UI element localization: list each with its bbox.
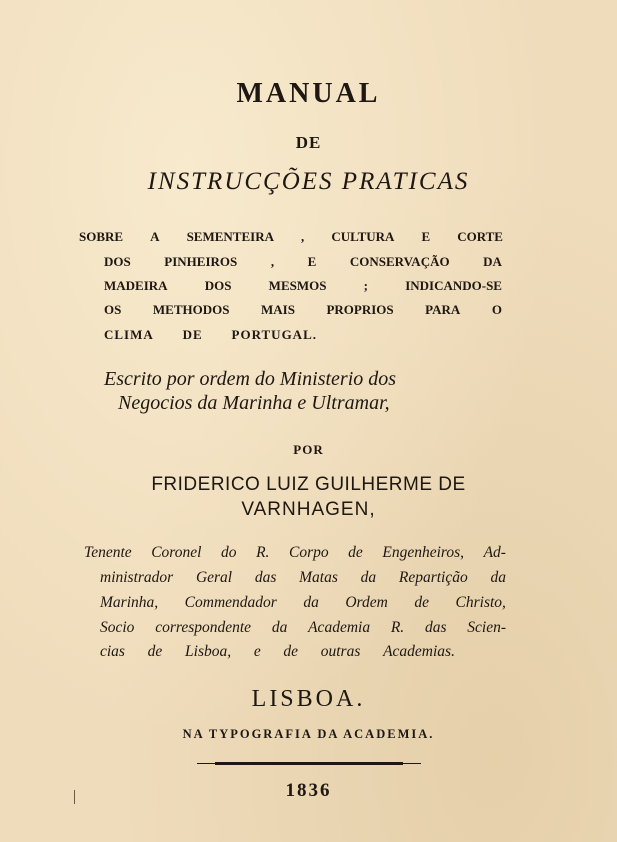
titles-word: Socio: [100, 619, 135, 636]
description-word: PORTUGAL.: [231, 327, 317, 342]
titles-word: do: [221, 544, 237, 561]
description-word: ;: [363, 278, 368, 293]
description-word: O: [491, 302, 502, 317]
titles-word: ministrador: [100, 569, 174, 586]
titles-word: Commendador: [184, 594, 277, 611]
titles-word: da: [271, 619, 288, 636]
description-word: DA: [483, 254, 502, 269]
description-line-4: [104, 302, 502, 318]
titles-word: da: [490, 569, 506, 586]
description-word: CLIMA: [104, 327, 154, 342]
author-titles-line-1: [84, 544, 506, 562]
description-line-1: [79, 229, 503, 245]
description-word: PARA: [425, 302, 461, 317]
titles-word: Lisboa,: [185, 643, 232, 660]
description-word: INDICANDO-SE: [405, 278, 502, 293]
titles-word: Academias.: [383, 643, 455, 660]
description-word: A: [150, 229, 160, 244]
titles-word: de: [348, 544, 363, 561]
titles-word: cias: [100, 643, 125, 660]
titles-word: Ad-: [483, 544, 506, 561]
titles-word: de: [414, 594, 430, 611]
description-line-3: [104, 278, 502, 294]
titles-word: R.: [256, 544, 270, 561]
titles-word: Tenente: [84, 544, 132, 561]
titles-word: e: [253, 643, 261, 660]
author-titles-line-5: [100, 643, 455, 661]
titles-word: Academia: [308, 619, 371, 636]
titles-word: da: [360, 569, 377, 586]
titles-word: Scien-: [467, 619, 506, 636]
description-word: MAIS: [260, 302, 295, 317]
description-word: METHODOS: [152, 302, 230, 317]
description-word: SOBRE: [79, 229, 124, 244]
titles-word: Corpo: [288, 544, 329, 561]
description-word: SEMENTEIRA: [186, 229, 274, 244]
description-word: OS: [104, 302, 122, 317]
author-titles-line-4: [100, 619, 506, 637]
description-word: CULTURA: [331, 229, 395, 244]
author-name-line-2: VARNHAGEN,: [241, 499, 376, 520]
titles-word: Matas: [299, 569, 338, 586]
description-word: PINHEIROS: [164, 254, 238, 269]
titles-word: de: [147, 643, 163, 660]
author-titles-line-3: [100, 594, 506, 612]
decorative-rule: [215, 762, 403, 765]
description-word: CONSERVAÇÃO: [349, 254, 450, 269]
titles-word: Geral: [195, 569, 233, 586]
book-subtitle: INSTRUCÇÕES PRATICAS: [147, 168, 470, 195]
description-word: DOS: [204, 278, 232, 293]
by-label: POR: [293, 442, 324, 457]
titles-word: Coronel: [151, 544, 202, 561]
titles-word: Marinha,: [100, 594, 159, 611]
titles-word: correspondente: [155, 619, 252, 636]
publication-year: 1836: [285, 780, 332, 801]
titles-word: outras: [320, 643, 361, 660]
author-name-line-1: FRIDERICO LUIZ GUILHERME DE: [151, 474, 466, 495]
description-word: MESMOS: [268, 278, 327, 293]
description-word: E: [421, 229, 431, 244]
commission-line-2: Negocios da Marinha e Ultramar,: [118, 392, 390, 414]
description-word: CORTE: [457, 229, 503, 244]
title-connector: DE: [295, 133, 322, 152]
description-word: DE: [182, 327, 203, 342]
description-word: PROPRIOS: [326, 302, 394, 317]
margin-mark: [74, 790, 75, 804]
imprint-printer: NA TYPOGRAFIA DA ACADEMIA.: [182, 727, 435, 741]
titles-word: Repartição: [398, 569, 468, 586]
description-word: MADEIRA: [104, 278, 168, 293]
titles-word: Christo,: [455, 594, 506, 611]
titles-word: Ordem: [345, 594, 388, 611]
description-line-2: [104, 254, 502, 270]
titles-word: Engenheiros,: [382, 544, 465, 561]
description-word: ,: [301, 229, 305, 244]
description-word: ,: [270, 254, 275, 269]
titles-word: das: [254, 569, 277, 586]
description-line-5: [104, 327, 317, 343]
book-title: MANUAL: [236, 78, 381, 109]
titles-word: de: [283, 643, 299, 660]
titles-word: das: [424, 619, 447, 636]
description-word: DOS: [104, 254, 131, 269]
commission-line-1: Escrito por ordem do Ministerio dos: [104, 368, 397, 390]
imprint-city: LISBOA.: [251, 686, 366, 712]
author-titles-line-2: [100, 569, 506, 587]
titles-word: R.: [390, 619, 405, 636]
description-word: E: [307, 254, 317, 269]
titles-word: da: [303, 594, 319, 611]
